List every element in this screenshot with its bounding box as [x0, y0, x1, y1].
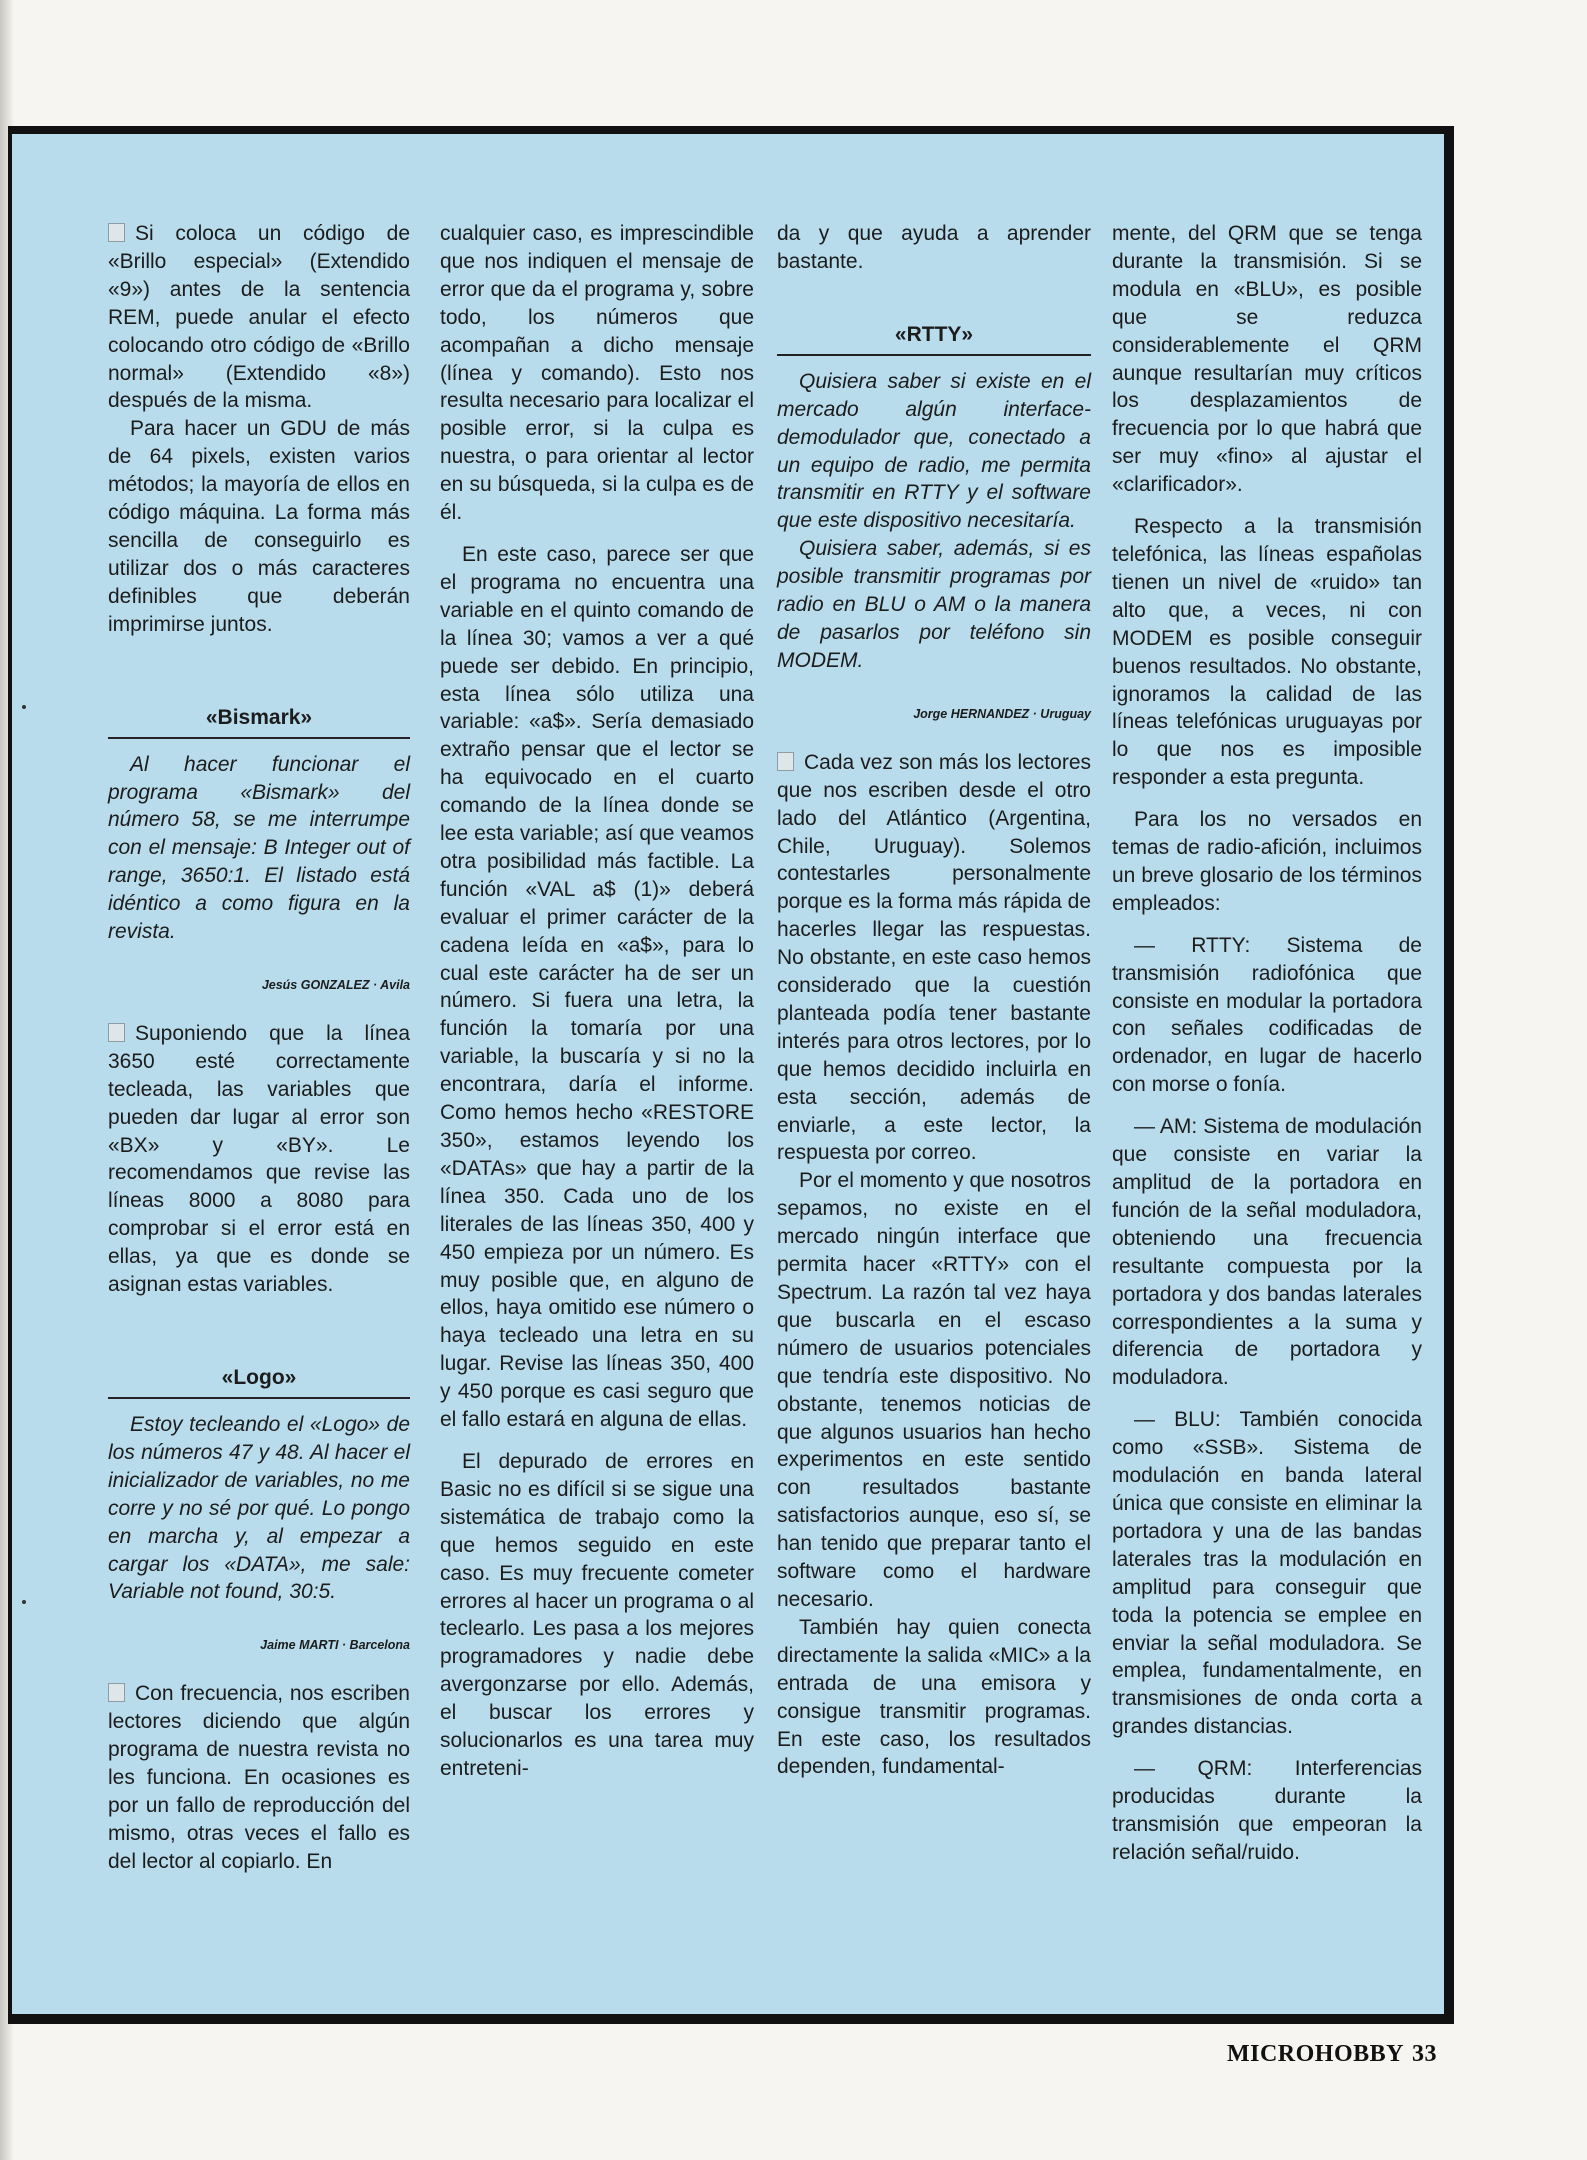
- answer-paragraph: Cada vez son más los lectores que nos escriben desde el otro lado del Atlántico (Argentina, Chile, Uruguay). Solemos contestarles personalmente porque es la forma más rápida de hacerles llegar las respuestas. No obstante, en este caso hemos considerado que la cuestión planteada podía tener bastante interés para otros lectores, por lo que hemos decidido incluirla en esta sección, además de enviarle, a este lector, la respuesta por correo.: [777, 750, 1092, 1165]
- reader-question: Quisiera saber si existe en el mercado algún interface-demodulador que, conectado a un equipo de radio, me permita transmitir en RTTY y el software que este dispositivo necesitaría.: [777, 369, 1091, 533]
- page-number: 33: [1412, 2041, 1437, 2067]
- paragraph: Por el momento y que nosotros sepamos, no existe en el mercado ningún interface que permita hacer «RTTY» con el Spectrum. La razón tal vez haya que buscarla en el escaso número de usuarios potenciales que tendría este dispositivo. No obstante, tenemos noticias de que algunos usuarios han hecho experimentos en este sentido con resultados bastante satisfactorios aunque, eso sí, se han tenido que preparar tanto el software como el hardware necesario.: [777, 1169, 1091, 1611]
- paragraph: Para hacer un GDU de más de 64 pixels, existen varios métodos; la mayoría de ellos en código máquina. La forma más sencilla de conseguirlo es utilizar dos o más caracteres definibles que deberán imprimirse juntos.: [108, 417, 410, 636]
- paragraph: Para los no versados en temas de radio-afición, incluimos un breve glosario de los términos empleados:: [1112, 808, 1422, 915]
- checkbox-square-icon: [108, 1023, 125, 1042]
- paragraph: da y que ayuda a aprender bastante.: [777, 222, 1091, 273]
- paragraph: Si coloca un código de «Brillo especial» (Extendido «9») antes de la sentencia REM, puede anular el efecto colocando otro código de «Brillo normal» (Extendido «8») después de la misma.: [108, 222, 410, 413]
- magazine-name: MICROHOBBY: [1226, 2041, 1404, 2067]
- reader-signature: Jorge HERNANDEZ · Uruguay: [913, 706, 1091, 721]
- paragraph: cualquier caso, es imprescindible que nos indiquen el mensaje de error que da el programa y, sobre todo, los números que acompañan a dicho mensaje (línea y comando). Esto nos resulta necesario para localizar el posible error, si la culpa es nuestra, o para orientar al lector en su búsqueda, si la culpa es de él.: [440, 222, 754, 525]
- letters-panel: [8, 126, 1454, 2024]
- reader-question: Estoy tecleando el «Logo» de los números 47 y 48. Al hacer el inicializador de variables, no me corre y no sé por qué. Lo pongo en marcha y, al empezar a cargar los «DATA», me sale: Variable not found, 30:5.: [108, 1413, 410, 1604]
- paragraph: En este caso, parece ser que el programa no encuentra una variable en el quinto comando de la línea 30; vamos a ver a qué puede ser debido. En principio, esta línea sólo utiliza una variable: «a$». Sería demasiado extraño pensar que el lector se ha equivocado en el cuarto comando de la línea donde se lee esta variable; así que veamos otra posibilidad más factible. La función «VAL a$ (1)» deberá evaluar el primer carácter de la cadena leída en «a$», para lo cual este carácter ha de ser un número. Si fuera una letra, la función la tomaría por una variable, la buscaría y si no la encontrara, daría el informe. Como hemos hecho «RESTORE 350», estamos leyendo los «DATAs» que hay a partir de la línea 350. Cada uno de los literales de las líneas 350, 400 y 450 empieza por un número. Es muy posible que, en alguno de ellos, haya omitido ese número o haya tecleado una letra en su lugar. Revise las líneas 350, 400 y 450 porque es casi seguro que el fallo estará en alguna de ellas.: [440, 542, 754, 1432]
- section-heading-bismark: «Bismark»: [108, 705, 410, 739]
- margin-mark: [22, 705, 26, 709]
- checkbox-square-icon: [108, 1683, 125, 1702]
- paragraph: También hay quien conecta directamente la salida «MIC» a la entrada de una emisora y consigue transmitir programas. En este caso, los resultados dependen, fundamental-: [777, 1615, 1091, 1779]
- column-4: [1112, 220, 1422, 1867]
- glossary-item-rtty: — RTTY: Sistema de transmisión radiofónica que consiste en modular la portadora con señales codificadas de ordenador, en lugar de hacerlo con morse o fonía.: [1112, 933, 1422, 1097]
- column-2: [440, 220, 754, 1783]
- paragraph: Respecto a la transmisión telefónica, las líneas españolas tienen un nivel de «ruido» tan alto que, a veces, ni con MODEM es posible conseguir buenos resultados. No obstante, ignoramos la calidad de las líneas telefónicas uruguayas por lo que nos es imposible responder a esta pregunta.: [1112, 515, 1422, 790]
- paragraph: El depurado de errores en Basic no es difícil si se sigue una sistemática de trabajo como la que hemos seguido en este caso. Es muy frecuente cometer errores al hacer un programa o al teclearlo. Les pasa a los mejores programadores y nadie debe avergonzarse por ello. Además, el buscar los errores y solucionarlos es una tarea muy entreteni-: [440, 1449, 754, 1780]
- margin-mark: [22, 1600, 26, 1604]
- checkbox-square-icon: [777, 752, 794, 771]
- paragraph: mente, del QRM que se tenga durante la transmisión. Si se modula en «BLU», es posible que se reduzca considerablemente el QRM aunque resultarían muy críticos los desplazamientos de frecuencia por lo que habrá que ser muy «fino» al ajustar el «clarificador».: [1112, 222, 1422, 497]
- checkbox-square-icon: [108, 223, 125, 242]
- reader-signature: Jesús GONZALEZ · Avila: [261, 977, 410, 992]
- answer-paragraph: Con frecuencia, nos escriben lectores diciendo que algún programa de nuestra revista no les funciona. En ocasiones es por un fallo de reproducción del mismo, otras veces el fallo es del lector al copiarlo. En: [108, 1682, 410, 1873]
- column-3: [777, 220, 1091, 1781]
- column-1: [108, 220, 410, 1876]
- page-footer: [1227, 2041, 1437, 2068]
- reader-question: Al hacer funcionar el programa «Bismark» del número 58, se me interrumpe con el mensaje: B Integer out of range, 3650:1. El listado está idéntico a como figura en la revista.: [108, 752, 410, 944]
- reader-question: Quisiera saber, además, si es posible transmitir programas por radio en BLU o AM o la manera de pasarlos por teléfono sin MODEM.: [777, 537, 1091, 672]
- glossary-item-blu: — BLU: También conocida como «SSB». Sistema de modulación en banda lateral única que consiste en eliminar la portadora y una de las bandas laterales tras la modulación en amplitud para conseguir que toda la potencia se emplee en enviar la señal moduladora. Se emplea, fundamentalmente, en transmisiones de onda corta a grandes distancias.: [1112, 1408, 1422, 1739]
- reader-signature: Jaime MARTI · Barcelona: [260, 1638, 410, 1653]
- glossary-item-am: — AM: Sistema de modulación que consiste en variar la amplitud de la portadora en función de la señal moduladora, obteniendo una frecuencia resultante compuesta por la portadora y dos bandas laterales correspondientes a la suma y diferencia de portadora y moduladora.: [1112, 1115, 1422, 1390]
- answer-paragraph: Suponiendo que la línea 3650 esté correctamente tecleada, las variables que pueden dar lugar al error son «BX» y «BY». Le recomendamos que revise las líneas 8000 a 8080 para comprobar si el error está en ellas, ya que es donde se asignan estas variables.: [108, 1021, 410, 1297]
- section-heading-rtty: «RTTY»: [777, 322, 1091, 356]
- section-heading-logo: «Logo»: [108, 1365, 410, 1399]
- glossary-item-qrm: — QRM: Interferencias producidas durante la transmisión que empeoran la relación señal/ruido.: [1112, 1757, 1422, 1864]
